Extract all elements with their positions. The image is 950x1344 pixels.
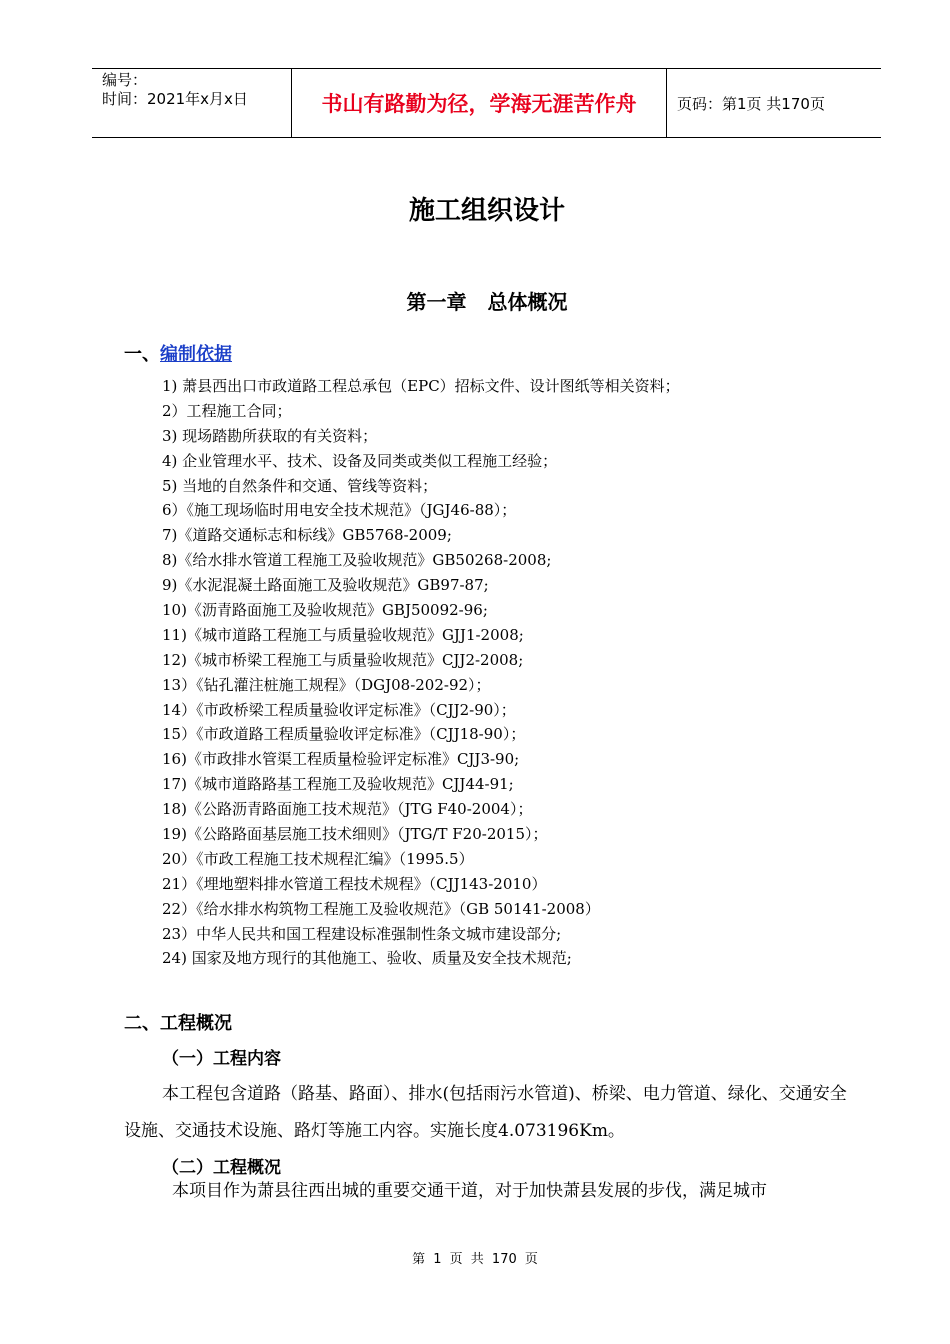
paragraph-project-content: 本工程包含道路（路基、路面）、排水(包括雨污水管道)、桥梁、电力管道、绿化、交通安全设施、交通技术设施、路灯等施工内容。实施长度4.073196Km。: [124, 1084, 847, 1141]
list-item: 1) 萧县西出口市政道路工程总承包（EPC）招标文件、设计图纸等相关资料；: [162, 377, 680, 395]
list-item: 22）《给水排水构筑物工程施工及验收规范》（GB 50141-2008）: [162, 899, 600, 918]
section-heading-overview: 二、工程概况: [124, 1013, 232, 1034]
section-heading-link[interactable]: 编制依据: [160, 344, 232, 365]
list-item: 13）《钻孔灌注桩施工规程》（DGJ08-202-92）；: [162, 675, 491, 694]
list-item: 7)《道路交通标志和标线》GB5768-2009;: [162, 526, 452, 545]
list-item: 19)《公路路面基层施工技术细则》（JTG/T F20-2015）；: [162, 825, 548, 844]
header-page-number: 页码：第1页 共170页: [677, 94, 825, 113]
reference-list: [162, 374, 680, 971]
list-item: 18)《公路沥青路面施工技术规范》（JTG F40-2004）；: [162, 800, 533, 819]
list-item: 3) 现场踏勘所获取的有关资料；: [162, 426, 378, 445]
header-motto: 书山有路勤为径，学海无涯苦作舟: [292, 69, 667, 137]
page-header-table: [92, 68, 881, 138]
document-time-label: 时间：2021年x月x日: [102, 90, 248, 108]
chapter-heading: 第一章 总体概况: [406, 290, 568, 314]
page-footer: 第 1 页 共 170 页: [412, 1252, 538, 1267]
list-item: 11)《城市道路工程施工与质量验收规范》GJJ1-2008;: [162, 625, 524, 644]
section-heading-basis: [124, 340, 232, 366]
subsection-heading-overview: （二）工程概况: [162, 1158, 281, 1178]
list-item: 14）《市政桥梁工程质量验收评定标准》（CJJ2-90）；: [162, 700, 516, 719]
list-item: 4) 企业管理水平、技术、设备及同类或类似工程施工经验；: [162, 451, 558, 470]
list-item: 10)《沥青路面施工及验收规范》GBJ50092-96;: [162, 601, 488, 620]
list-item: 5) 当地的自然条件和交通、管线等资料；: [162, 476, 438, 495]
list-item: 6）《施工现场临时用电安全技术规范》（JGJ46-88）；: [162, 501, 517, 520]
list-item: 23）中华人民共和国工程建设标准强制性条文城市建设部分;: [162, 924, 562, 943]
subsection-heading-content: （一）工程内容: [162, 1049, 281, 1069]
list-item: 15）《市政道路工程质量验收评定标准》（CJJ18-90）；: [162, 725, 526, 744]
list-item: 24) 国家及地方现行的其他施工、验收、质量及安全技术规范;: [162, 949, 572, 968]
list-item: 21）《埋地塑料排水管道工程技术规程》（CJJ143-2010）: [162, 874, 547, 893]
list-item: 2）工程施工合同；: [162, 401, 292, 420]
document-title: 施工组织设计: [408, 196, 565, 226]
paragraph-project-overview: 本项目作为萧县往西出城的重要交通干道，对于加快萧县发展的步伐，满足城市: [172, 1181, 767, 1201]
list-item: 20）《市政工程施工技术规程汇编》（1995.5）: [162, 849, 474, 868]
list-item: 8)《给水排水管道工程施工及验收规范》GB50268-2008;: [162, 551, 552, 570]
list-item: 17)《城市道路路基工程施工及验收规范》CJJ44-91;: [162, 775, 514, 794]
list-item: 16)《市政排水管渠工程质量检验评定标准》CJJ3-90;: [162, 750, 520, 769]
list-item: 9)《水泥混凝土路面施工及验收规范》GB97-87;: [162, 576, 489, 595]
list-item: 12)《城市桥梁工程施工与质量验收规范》CJJ2-2008;: [162, 650, 524, 669]
header-meta-cell: [92, 69, 292, 137]
section-number: 一、: [124, 344, 160, 365]
document-number-label: 编号：: [102, 71, 148, 89]
